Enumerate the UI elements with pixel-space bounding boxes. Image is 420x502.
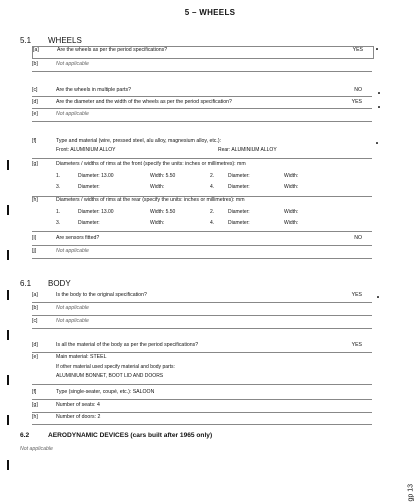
seats-value: 4	[96, 402, 100, 408]
rim-3-number: 3.	[56, 220, 61, 226]
other-material-label: If other material used specify material and body parts:	[56, 364, 175, 370]
rim-3-number: 3.	[56, 184, 61, 190]
row-question: Diameters / widths of rims at the rear (specify the units: inches or millimetres): mm	[56, 197, 245, 203]
rear-label: Rear:	[218, 147, 231, 153]
rim-1-diameter	[78, 173, 114, 179]
row-label: [c]	[32, 87, 38, 93]
rim-2-number: 2.	[210, 209, 215, 215]
rim-1-diameter	[78, 209, 114, 215]
row-answer: YES	[351, 99, 362, 105]
width-label: Width:	[150, 173, 165, 179]
wheels-row-g	[32, 161, 372, 197]
scan-dot	[378, 106, 380, 108]
row-answer: YES	[351, 292, 362, 298]
row-label: [f]	[32, 389, 37, 395]
seats	[56, 402, 100, 408]
body-type-label: Type (single-seater, coupé, etc.):	[56, 389, 132, 395]
row-question: Is the body to the original specification?	[56, 292, 147, 298]
row-label: [e]	[32, 354, 38, 360]
row-label: [e]	[32, 111, 38, 117]
margin-mark	[7, 290, 9, 300]
page-number: gp 13	[408, 484, 415, 502]
rim-4-diameter: Diameter:	[228, 220, 250, 226]
section-heading: WHEELS	[48, 36, 82, 45]
wheels-row-d	[32, 99, 372, 109]
section-6-2-note: Not applicable	[20, 446, 53, 452]
rim-3-diameter: Diameter:	[78, 220, 100, 226]
doors-value: 2	[97, 414, 101, 420]
main-material	[56, 354, 106, 360]
row-label: [a]	[33, 47, 39, 53]
doors-label: Number of doors:	[56, 414, 97, 420]
row-question: Type and material (wire, pressed steel, alu alloy, magnesium alloy, etc.):	[56, 138, 222, 144]
body-row-e	[32, 354, 372, 385]
row-label: [d]	[32, 342, 38, 348]
wheels-row-e	[32, 111, 372, 122]
row-label: [i]	[32, 235, 37, 241]
body-row-d	[32, 342, 372, 353]
row-label: [g]	[32, 402, 38, 408]
rim-4-number: 4.	[210, 220, 215, 226]
body-row-f	[32, 389, 372, 400]
diameter-label: Diameter:	[78, 209, 100, 215]
front-value: ALUMINIUM ALLOY	[70, 147, 116, 153]
front-material	[56, 147, 115, 153]
front-label: Front:	[56, 147, 70, 153]
rim-3-width: Width:	[150, 220, 165, 226]
row-answer: YES	[351, 342, 362, 348]
margin-mark	[7, 375, 9, 385]
diameter-value: 13.00	[101, 209, 114, 215]
row-question: Are the wheels in multiple parts?	[56, 87, 131, 93]
rim-1-number: 1.	[56, 209, 61, 215]
row-question: Are the wheels as per the period specifications?	[57, 47, 168, 53]
rim-4-width: Width:	[284, 220, 299, 226]
wheels-row-h	[32, 197, 372, 232]
row-answer: NO	[354, 235, 362, 241]
margin-mark	[7, 250, 9, 260]
row-label: [f]	[32, 138, 37, 144]
body-row-h	[32, 414, 372, 425]
scan-dot	[376, 142, 378, 144]
section-heading: AERODYNAMIC DEVICES (cars built after 1965 only)	[48, 432, 213, 439]
wheels-row-j	[32, 248, 372, 259]
wheels-row-f	[32, 138, 372, 159]
rim-4-number: 4.	[210, 184, 215, 190]
scan-dot	[376, 48, 378, 50]
wheels-row-a	[32, 46, 374, 59]
wheels-row-c	[32, 87, 372, 97]
row-question: Are sensors fitted?	[56, 235, 100, 241]
rim-4-diameter: Diameter:	[228, 184, 250, 190]
row-label: [b]	[32, 305, 38, 311]
body-type	[56, 389, 154, 395]
width-label: Width:	[150, 209, 165, 215]
scan-dot	[378, 92, 380, 94]
row-note: Not applicable	[56, 61, 89, 67]
seats-label: Number of seats:	[56, 402, 96, 408]
body-row-g	[32, 402, 372, 413]
wheels-row-i	[32, 235, 372, 246]
rear-value: ALUMINIUM ALLOY	[231, 147, 277, 153]
page-title: 5 – WHEELS	[184, 8, 236, 17]
width-value: 5.50	[165, 209, 176, 215]
rim-4-width: Width:	[284, 184, 299, 190]
diameter-value: 13.00	[101, 173, 114, 179]
section-number: 6.1	[20, 279, 32, 288]
scan-dot	[377, 296, 379, 298]
rim-1-number: 1.	[56, 173, 61, 179]
row-answer: NO	[354, 87, 362, 93]
rim-1-width	[150, 209, 175, 215]
doors	[56, 414, 100, 420]
row-label: [h]	[32, 414, 38, 420]
row-answer: YES	[352, 47, 363, 53]
section-number: 6.2	[20, 432, 30, 439]
section-number: 5.1	[20, 36, 32, 45]
margin-mark	[7, 205, 9, 215]
rim-2-width: Width:	[284, 173, 299, 179]
body-type-value: SALOON	[132, 389, 155, 395]
diameter-label: Diameter:	[78, 173, 100, 179]
rim-2-diameter: Diameter:	[228, 209, 250, 215]
row-note: Not applicable	[56, 305, 89, 311]
rim-2-diameter: Diameter:	[228, 173, 250, 179]
section-heading: BODY	[48, 279, 71, 288]
body-row-b	[32, 305, 372, 316]
main-material-value: STEEL	[90, 354, 107, 360]
main-material-label: Main material:	[56, 354, 89, 360]
row-question: Is all the material of the body as per the period specifications?	[56, 342, 199, 348]
section-6-1	[20, 279, 71, 288]
row-question: Diameters / widths of rims at the front (specify the units: inches or millimetres): mm	[56, 161, 246, 167]
rim-1-width	[150, 173, 175, 179]
row-label: [d]	[32, 99, 38, 105]
section-5-1	[20, 36, 82, 45]
rim-3-diameter: Diameter:	[78, 184, 100, 190]
width-value: 5.50	[165, 173, 176, 179]
other-material-value: ALUMINIUM BONNET, BOOT LID AND DOORS	[56, 373, 164, 379]
row-note: Not applicable	[56, 248, 89, 254]
margin-mark	[7, 460, 9, 470]
row-label: [j]	[32, 248, 37, 254]
rim-2-number: 2.	[210, 173, 215, 179]
row-label: [b]	[32, 61, 38, 67]
row-note: Not applicable	[56, 318, 89, 324]
wheels-row-b	[32, 61, 372, 72]
row-question: Are the diameter and the width of the wheels as per the period specification?	[56, 99, 232, 105]
section-6-2	[20, 432, 212, 439]
rim-2-width: Width:	[284, 209, 299, 215]
body-row-c	[32, 318, 372, 329]
margin-mark	[7, 160, 9, 170]
row-label: [g]	[32, 161, 38, 167]
rear-material	[218, 147, 277, 153]
rim-3-width: Width:	[150, 184, 165, 190]
row-label: [h]	[32, 197, 38, 203]
row-label: [a]	[32, 292, 38, 298]
body-row-a	[32, 292, 372, 303]
margin-mark	[7, 330, 9, 340]
row-note: Not applicable	[56, 111, 89, 117]
row-label: [c]	[32, 318, 38, 324]
margin-mark	[7, 415, 9, 425]
